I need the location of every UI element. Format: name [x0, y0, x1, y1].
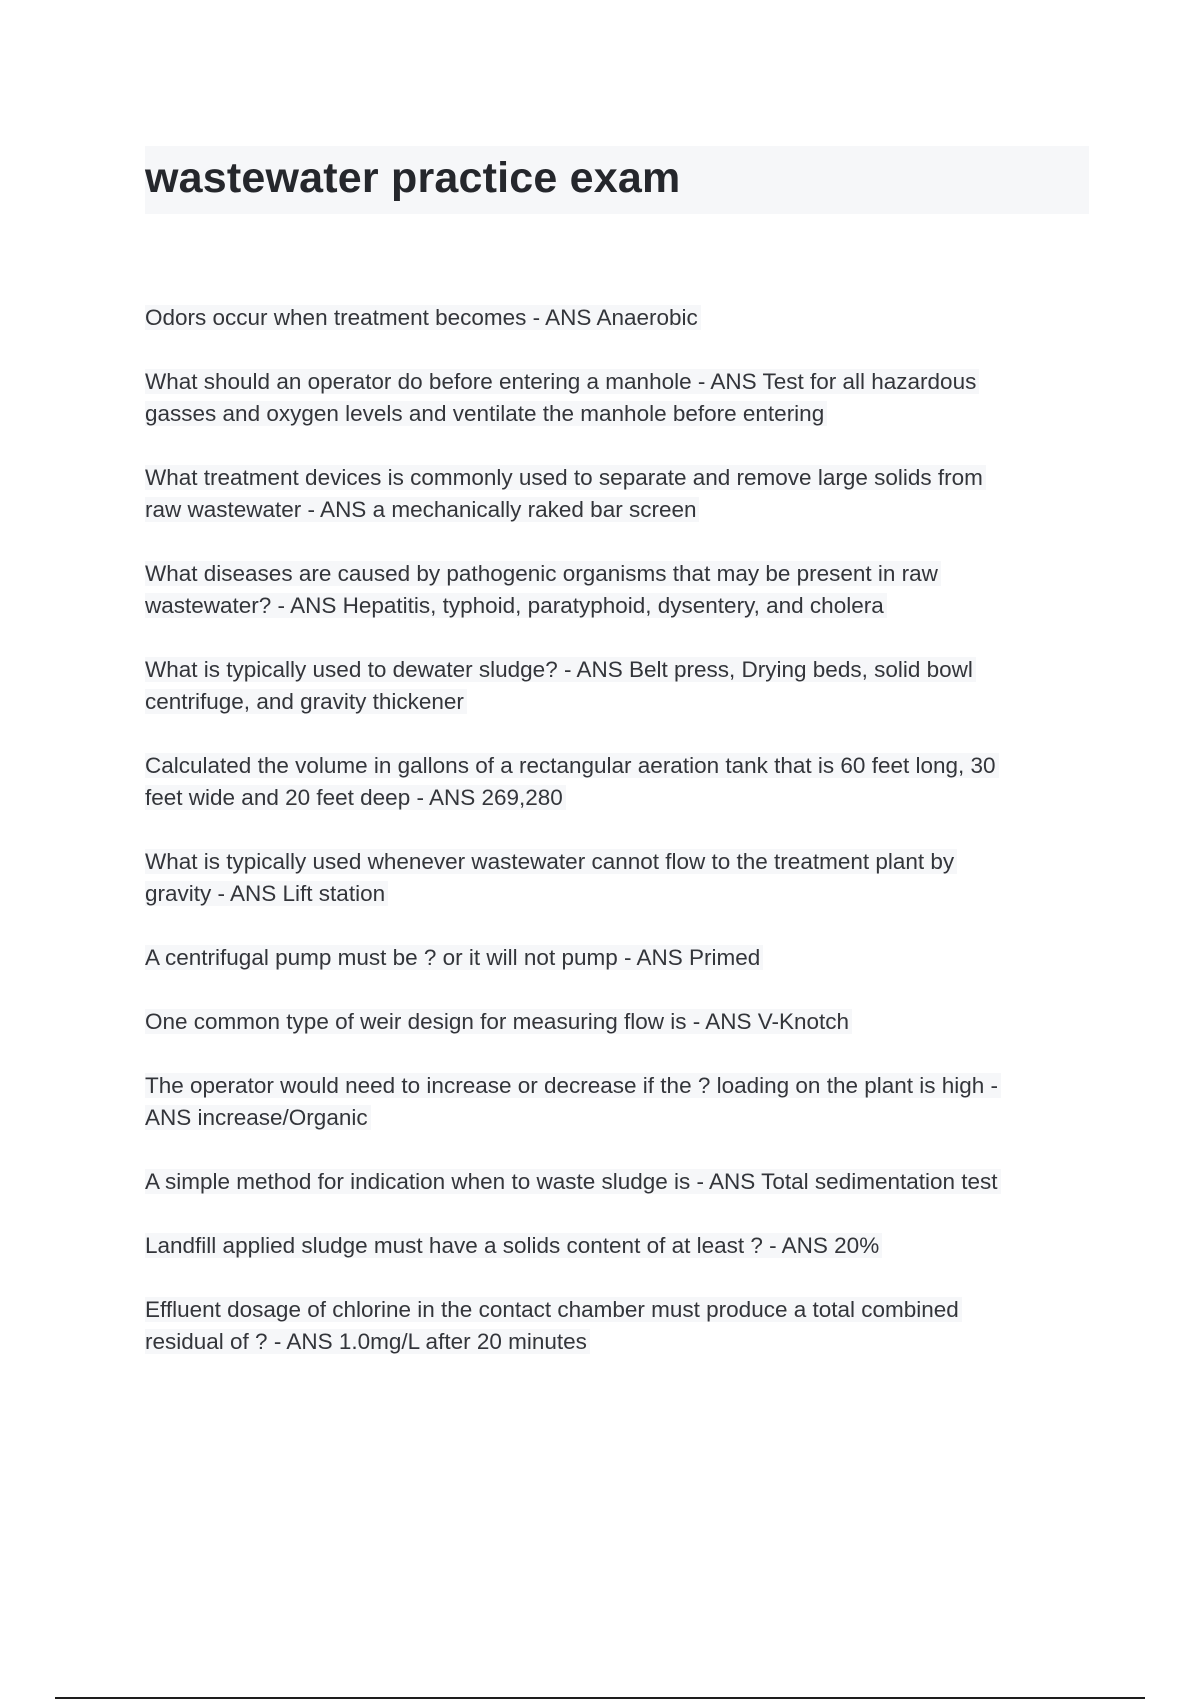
qa-text: What should an operator do before entering a manhole - ANS Test for all hazardous: [145, 369, 979, 394]
qa-text: Odors occur when treatment becomes - ANS Anaerobic: [145, 305, 701, 330]
qa-item: [145, 302, 1095, 334]
title-block: [145, 146, 1089, 214]
qa-text: A simple method for indication when to waste sludge is - ANS Total sedimentation test: [145, 1169, 1001, 1194]
qa-text: A centrifugal pump must be ? or it will not pump - ANS Primed: [145, 945, 763, 970]
qa-item: [145, 1070, 1095, 1134]
qa-text: residual of ? - ANS 1.0mg/L after 20 minutes: [145, 1329, 590, 1354]
qa-item: [145, 462, 1095, 526]
qa-item: [145, 1230, 1095, 1262]
qa-text: ANS increase/Organic: [145, 1105, 371, 1130]
qa-text: What diseases are caused by pathogenic organisms that may be present in raw: [145, 561, 941, 586]
qa-item: [145, 1006, 1095, 1038]
qa-item: [145, 1166, 1095, 1198]
qa-item: [145, 942, 1095, 974]
page-bottom-divider: [55, 1697, 1145, 1699]
qa-list: [145, 302, 1095, 1390]
qa-text: What is typically used to dewater sludge? - ANS Belt press, Drying beds, solid bowl: [145, 657, 976, 682]
qa-text: What treatment devices is commonly used to separate and remove large solids from: [145, 465, 986, 490]
qa-text: gravity - ANS Lift station: [145, 881, 388, 906]
qa-item: [145, 366, 1095, 430]
qa-text: One common type of weir design for measuring flow is - ANS V-Knotch: [145, 1009, 852, 1034]
qa-item: [145, 750, 1095, 814]
qa-item: [145, 654, 1095, 718]
qa-text: feet wide and 20 feet deep - ANS 269,280: [145, 785, 566, 810]
qa-item: [145, 846, 1095, 910]
page-title: wastewater practice exam: [145, 154, 681, 202]
qa-text: Landfill applied sludge must have a solids content of at least ? - ANS 20%: [145, 1233, 882, 1258]
qa-text: raw wastewater - ANS a mechanically raked bar screen: [145, 497, 699, 522]
qa-item: [145, 558, 1095, 622]
qa-text: Effluent dosage of chlorine in the contact chamber must produce a total combined: [145, 1297, 962, 1322]
qa-text: gasses and oxygen levels and ventilate the manhole before entering: [145, 401, 827, 426]
qa-item: [145, 1294, 1095, 1358]
qa-text: centrifuge, and gravity thickener: [145, 689, 467, 714]
qa-text: wastewater? - ANS Hepatitis, typhoid, paratyphoid, dysentery, and cholera: [145, 593, 887, 618]
qa-text: What is typically used whenever wastewater cannot flow to the treatment plant by: [145, 849, 957, 874]
qa-text: The operator would need to increase or decrease if the ? loading on the plant is high -: [145, 1073, 1001, 1098]
qa-text: Calculated the volume in gallons of a rectangular aeration tank that is 60 feet long, 30: [145, 753, 999, 778]
